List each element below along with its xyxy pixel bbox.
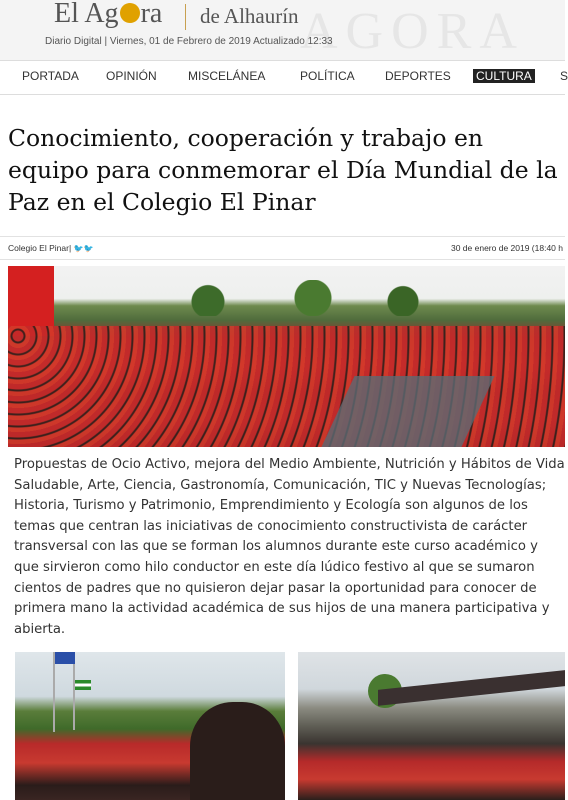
- author-name[interactable]: Colegio El Pinar|: [8, 243, 72, 253]
- photo-detail: [190, 702, 285, 800]
- logo-subtitle: de Alhaurín: [200, 4, 299, 28]
- photo-detail: [148, 280, 448, 316]
- nav-item-cultura[interactable]: CULTURA: [473, 69, 535, 83]
- site-logo[interactable]: [54, 0, 162, 30]
- article-photo-flags[interactable]: [15, 652, 285, 800]
- article-photo-courtyard[interactable]: [298, 652, 565, 800]
- photo-detail: [55, 652, 75, 664]
- article-date: 30 de enero de 2019 (18:40 h: [450, 243, 563, 253]
- logo-divider: [185, 4, 186, 30]
- logo-text-right: ra: [140, 0, 163, 29]
- article-author: [8, 243, 93, 253]
- sun-icon: [120, 3, 140, 23]
- article-main-photo[interactable]: [8, 266, 565, 447]
- photo-detail: [73, 660, 75, 730]
- nav-item-portada[interactable]: PORTADA: [22, 69, 79, 83]
- nav-item-miscelanea[interactable]: MISCELÁNEA: [188, 69, 266, 83]
- header-dateline: Diario Digital | Viernes, 01 de Febrero de 2019 Actualizado 12:33: [45, 36, 333, 47]
- twitter-icon[interactable]: 🐦: [83, 244, 94, 253]
- photo-detail: [378, 670, 565, 706]
- photo-detail: [75, 680, 91, 690]
- nav-item-opinion[interactable]: OPINIÓN: [106, 69, 157, 83]
- logo-text-left: El Ag: [54, 0, 119, 29]
- photo-detail: [53, 652, 55, 732]
- nav-item-politica[interactable]: POLÍTICA: [300, 69, 355, 83]
- main-nav: [0, 60, 568, 95]
- article-title: Conocimiento, cooperación y trabajo en equipo para conmemorar el Día Mundial de la Paz en el Colegio El Pinar: [8, 124, 558, 216]
- site-header: [0, 0, 565, 60]
- nav-item-deportes[interactable]: DEPORTES: [385, 69, 451, 83]
- article-meta: [0, 236, 565, 260]
- nav-item-overflow[interactable]: S: [560, 69, 568, 83]
- article-lead: Propuestas de Ocio Activo, mejora del Medio Ambiente, Nutrición y Hábitos de Vida Saludable, Arte, Ciencia, Gastronomía, Comunicación, TIC y Nuevas Tecnologías; Historia, Turismo y Patrimonio, Emprendimiento y Ecología son algunos de los temas que centran las iniciativas de conocimiento constructivista de carácter transversal con las que se forman los alumnos durante este curso académico y que sirvieron como hilo conductor en este día lúdico festivo al que se sumaron cientos de padres que no quisieron dejar pasar la oportunidad para conocer de primera mano la actividad académica de sus hijos de una manera participativa y abierta.: [14, 457, 565, 637]
- header-watermark: AGORA: [300, 3, 525, 60]
- twitter-icon[interactable]: 🐦: [73, 244, 84, 253]
